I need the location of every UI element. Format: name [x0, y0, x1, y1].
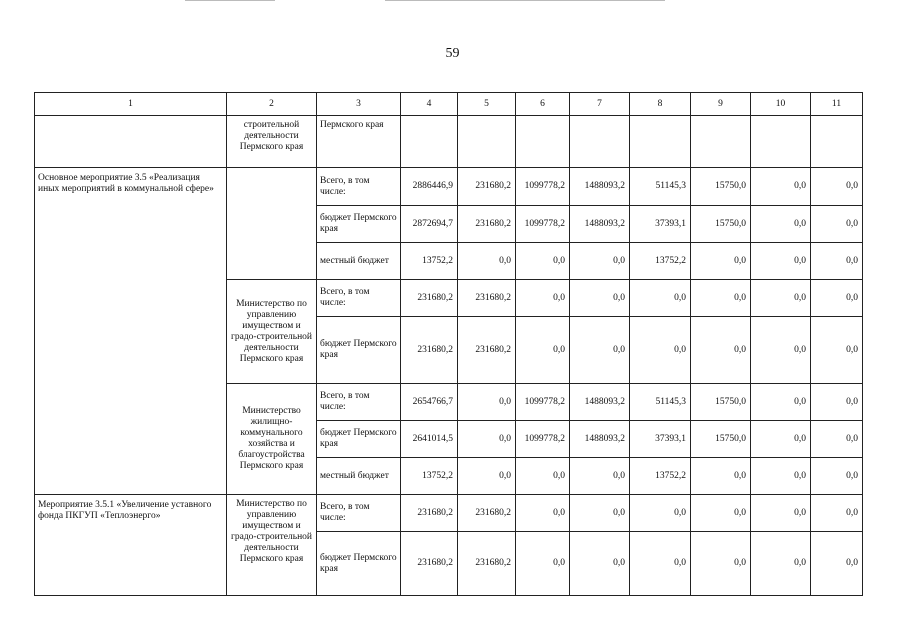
value-cell: 0,0 [570, 532, 630, 596]
value-cell: 0,0 [516, 280, 570, 317]
value-cell: 231680,2 [401, 532, 458, 596]
value-cell: 0,0 [570, 458, 630, 495]
value-cell: 0,0 [570, 317, 630, 384]
value-cell: 0,0 [570, 280, 630, 317]
value-cell: 1488093,2 [570, 168, 630, 206]
value-cell: 1488093,2 [570, 421, 630, 458]
executor-cell: Министерство жилищно-коммунального хозяйства и благоустройства Пермского края [227, 384, 317, 495]
source-cell: бюджет Пермского края [317, 206, 401, 243]
value-cell: 13752,2 [401, 243, 458, 280]
value-cell [751, 116, 811, 168]
header-cell: 2 [227, 93, 317, 116]
value-cell: 2641014,5 [401, 421, 458, 458]
value-cell: 0,0 [458, 384, 516, 421]
value-cell: 0,0 [691, 243, 751, 280]
value-cell [811, 116, 863, 168]
value-cell: 15750,0 [691, 206, 751, 243]
value-cell: 0,0 [751, 495, 811, 532]
value-cell: 0,0 [516, 458, 570, 495]
value-cell: 0,0 [630, 280, 691, 317]
value-cell: 0,0 [691, 458, 751, 495]
scan-edge-left [185, 0, 275, 1]
value-cell: 231680,2 [458, 280, 516, 317]
page-number: 59 [445, 46, 460, 61]
table-row [35, 495, 863, 532]
value-cell: 0,0 [458, 458, 516, 495]
value-cell: 0,0 [811, 495, 863, 532]
value-cell: 0,0 [516, 243, 570, 280]
value-cell: 15750,0 [691, 421, 751, 458]
value-cell [570, 116, 630, 168]
value-cell: 0,0 [811, 206, 863, 243]
value-cell: 2872694,7 [401, 206, 458, 243]
measure-name: Мероприятие 3.5.1 «Увеличение уставного фонда ПКГУП «Теплоэнерго» [35, 495, 227, 596]
source-cell: местный бюджет [317, 243, 401, 280]
value-cell: 0,0 [751, 384, 811, 421]
source-cell: Всего, в том числе: [317, 384, 401, 421]
value-cell: 0,0 [811, 421, 863, 458]
value-cell: 0,0 [570, 243, 630, 280]
value-cell: 0,0 [570, 495, 630, 532]
budget-table [34, 92, 863, 596]
name-cell [35, 116, 227, 168]
value-cell: 15750,0 [691, 168, 751, 206]
value-cell: 231680,2 [458, 532, 516, 596]
header-cell: 4 [401, 93, 458, 116]
executor-cell: Министерство по управлению имуществом и градо-строительной деятельности Пермского края [227, 495, 317, 596]
value-cell: 13752,2 [630, 458, 691, 495]
table-row [35, 116, 863, 168]
value-cell: 51145,3 [630, 384, 691, 421]
value-cell: 231680,2 [401, 280, 458, 317]
value-cell: 0,0 [516, 317, 570, 384]
value-cell: 0,0 [751, 532, 811, 596]
source-cell: Всего, в том числе: [317, 280, 401, 317]
executor-cell: Министерство по управлению имуществом и градо-строительной деятельности Пермского края [227, 280, 317, 384]
value-cell: 2654766,7 [401, 384, 458, 421]
table-row [35, 168, 863, 206]
value-cell: 1099778,2 [516, 168, 570, 206]
value-cell: 231680,2 [401, 495, 458, 532]
value-cell: 231680,2 [458, 317, 516, 384]
header-cell: 1 [35, 93, 227, 116]
header-cell: 9 [691, 93, 751, 116]
value-cell: 231680,2 [401, 317, 458, 384]
value-cell: 1488093,2 [570, 206, 630, 243]
scan-edge-right [385, 0, 665, 1]
source-cell: Пермского края [317, 116, 401, 168]
value-cell: 2886446,9 [401, 168, 458, 206]
value-cell: 0,0 [630, 495, 691, 532]
value-cell: 0,0 [751, 243, 811, 280]
value-cell: 0,0 [751, 206, 811, 243]
value-cell: 0,0 [630, 532, 691, 596]
source-cell: бюджет Пермского края [317, 317, 401, 384]
value-cell: 0,0 [811, 280, 863, 317]
value-cell: 0,0 [691, 495, 751, 532]
source-cell: Всего, в том числе: [317, 495, 401, 532]
value-cell: 0,0 [458, 421, 516, 458]
header-cell: 3 [317, 93, 401, 116]
source-cell: местный бюджет [317, 458, 401, 495]
value-cell: 0,0 [751, 458, 811, 495]
header-cell: 7 [570, 93, 630, 116]
value-cell: 0,0 [811, 243, 863, 280]
value-cell: 37393,1 [630, 421, 691, 458]
source-cell: бюджет Пермского края [317, 421, 401, 458]
value-cell: 37393,1 [630, 206, 691, 243]
value-cell [401, 116, 458, 168]
value-cell: 13752,2 [401, 458, 458, 495]
header-cell: 11 [811, 93, 863, 116]
value-cell: 0,0 [751, 280, 811, 317]
value-cell: 15750,0 [691, 384, 751, 421]
header-cell: 10 [751, 93, 811, 116]
value-cell: 0,0 [458, 243, 516, 280]
value-cell: 0,0 [691, 317, 751, 384]
measure-name: Основное мероприятие 3.5 «Реализация иных мероприятий в коммунальной сфере» [35, 168, 227, 495]
source-cell: Всего, в том числе: [317, 168, 401, 206]
value-cell [458, 116, 516, 168]
value-cell: 1099778,2 [516, 206, 570, 243]
value-cell: 1099778,2 [516, 421, 570, 458]
value-cell: 1488093,2 [570, 384, 630, 421]
value-cell: 1099778,2 [516, 384, 570, 421]
value-cell: 0,0 [751, 317, 811, 384]
value-cell: 13752,2 [630, 243, 691, 280]
header-cell: 8 [630, 93, 691, 116]
executor-cell: строительной деятельности Пермского края [227, 116, 317, 168]
header-cell: 6 [516, 93, 570, 116]
value-cell: 0,0 [811, 532, 863, 596]
value-cell [630, 116, 691, 168]
value-cell: 51145,3 [630, 168, 691, 206]
value-cell [516, 116, 570, 168]
value-cell: 0,0 [811, 458, 863, 495]
value-cell: 0,0 [516, 495, 570, 532]
value-cell: 231680,2 [458, 495, 516, 532]
value-cell [691, 116, 751, 168]
executor-cell [227, 168, 317, 280]
header-row [35, 93, 863, 116]
header-cell: 5 [458, 93, 516, 116]
value-cell: 0,0 [691, 532, 751, 596]
value-cell: 0,0 [811, 384, 863, 421]
value-cell: 0,0 [691, 280, 751, 317]
value-cell: 0,0 [751, 168, 811, 206]
source-cell: бюджет Пермского края [317, 532, 401, 596]
value-cell: 0,0 [630, 317, 691, 384]
value-cell: 0,0 [751, 421, 811, 458]
value-cell: 0,0 [516, 532, 570, 596]
value-cell: 0,0 [811, 317, 863, 384]
value-cell: 231680,2 [458, 168, 516, 206]
value-cell: 231680,2 [458, 206, 516, 243]
value-cell: 0,0 [811, 168, 863, 206]
